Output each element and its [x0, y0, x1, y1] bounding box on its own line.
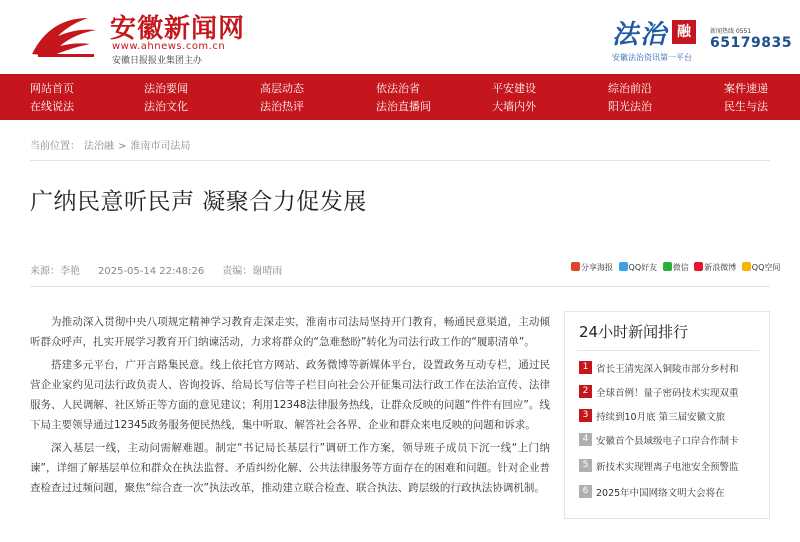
nav-item[interactable]: 阳光法治 [608, 100, 652, 113]
ranking-number: 3 [579, 409, 592, 422]
ranking-item[interactable] [579, 484, 759, 498]
ranking-headline: 持续到10月底 第三届安徽文旅 [596, 411, 726, 422]
weibo-icon [694, 262, 703, 271]
share-bar [568, 262, 780, 276]
breadcrumb-link-huainan[interactable]: 淮南市司法局 [130, 141, 191, 152]
nav-item[interactable]: 平安建设 [492, 82, 536, 95]
article-time: 2025-05-14 22:48:26 [98, 266, 205, 277]
nav-item[interactable]: 法治要闻 [144, 82, 188, 95]
article-paragraph: 搭建多元平台，广开言路集民意。线上依托官方网站、政务微博等新媒体平台，设置政务互动专栏，通过民营企业家约见司法行政负责人、咨询投诉、给局长写信等子栏目向社会公开征集司法行政工作在法治宣传、法律服务、人民调解、社区矫正等方面的意见建议；利用12348法律服务热线，让群众反映的问题“件件有回应”。线下局主要领导通过12345政务服务便民热线，集中听取、解答社会各界、企业和群众来电反映的问题和诉求。 [30, 359, 550, 431]
logo-url: www.ahnews.com.cn [112, 41, 226, 52]
breadcrumb-link-fazhirong[interactable]: 法治融 [84, 141, 114, 152]
qzone-icon [742, 262, 751, 271]
nav-item[interactable]: 在线说法 [30, 100, 74, 113]
share-label: 微信 [672, 263, 689, 272]
ranking-number: 6 [579, 485, 592, 498]
news-ranking-panel [564, 311, 770, 519]
poster-icon [571, 262, 580, 271]
nav-item[interactable]: 网站首页 [30, 82, 74, 95]
ranking-item[interactable] [579, 432, 759, 446]
ranking-number: 1 [579, 361, 592, 374]
share-qq-button[interactable] [619, 262, 658, 273]
breadcrumb [30, 137, 194, 152]
ranking-item[interactable] [579, 384, 759, 398]
share-label: 新浪微博 [704, 263, 737, 272]
wechat-icon [663, 262, 672, 271]
ranking-headline: 2025年中国网络文明大会将在 [596, 487, 725, 498]
share-label: 分享海报 [581, 263, 613, 272]
main-nav [0, 74, 800, 120]
ranking-number: 5 [579, 459, 592, 472]
hotline [710, 26, 792, 51]
article-editor: 责编：谢晴雨 [222, 266, 283, 277]
fazhi-title: 法治 [612, 20, 669, 50]
divider [30, 286, 770, 287]
nav-item[interactable]: 法治热评 [260, 100, 304, 113]
article-paragraph: 为推动深入贯彻中央八项规定精神学习教育走深走实，淮南市司法局坚持开门教育，畅通民意渠道，主动倾听群众呼声，扎实开展学习教育开门纳谏活动，力求将群众的“急难愁盼”转化为司法行政工作的“履职清单”。 [30, 316, 550, 348]
share-label: QQ好友 [628, 263, 658, 272]
article-meta [30, 262, 300, 277]
ranking-title: 24小时新闻排行 [579, 323, 689, 341]
logo-title: 安徽新闻网 [110, 14, 246, 44]
divider [30, 160, 770, 161]
logo-subtitle: 安徽日报报业集团主办 [112, 56, 203, 66]
hotline-label: 新闻热线 0551 [710, 28, 752, 35]
nav-item[interactable]: 法治文化 [144, 100, 188, 113]
logo-mark-icon [30, 14, 102, 58]
share-qzone-button[interactable] [742, 262, 781, 273]
share-poster-button[interactable] [571, 262, 613, 273]
breadcrumb-separator: > [118, 141, 127, 152]
site-logo[interactable] [30, 8, 250, 64]
fazhi-subtitle: 安徽法治资讯第一平台 [612, 53, 692, 62]
ranking-headline: 新技术实现锂离子电池安全预警监 [596, 461, 739, 472]
fazhi-rong-logo[interactable] [612, 14, 702, 64]
ranking-item[interactable] [579, 408, 759, 422]
ranking-headline: 全球首例！量子密码技术实现双重 [596, 387, 739, 398]
ranking-number: 4 [579, 433, 592, 446]
nav-item[interactable]: 法治直播间 [376, 100, 431, 113]
breadcrumb-prefix: 当前位置： [30, 141, 80, 152]
nav-item[interactable]: 民生与法 [724, 100, 768, 113]
hotline-number: 65179835 [710, 35, 792, 51]
qq-icon [619, 262, 628, 271]
nav-item[interactable]: 高层动态 [260, 82, 304, 95]
share-wechat-button[interactable] [663, 262, 689, 273]
article-body [30, 312, 550, 501]
ranking-headline: 省长王清宪深入铜陵市部分乡村和 [596, 363, 739, 374]
share-weibo-button[interactable] [694, 262, 736, 273]
ranking-number: 2 [579, 385, 592, 398]
divider [577, 350, 759, 351]
article-title: 广纳民意听民声 凝聚合力促发展 [30, 189, 367, 215]
share-label: QQ空间 [751, 263, 781, 272]
nav-item[interactable]: 大墙内外 [492, 100, 536, 113]
ranking-item[interactable] [579, 458, 759, 472]
nav-item[interactable]: 依法治省 [376, 82, 420, 95]
ranking-headline: 安徽首个县域级电子口岸合作制卡 [596, 435, 739, 446]
article-source: 来源：李艳 [30, 266, 80, 277]
nav-item[interactable]: 综治前沿 [608, 82, 652, 95]
ranking-item[interactable] [579, 360, 759, 374]
fazhi-rong-badge: 融 [672, 20, 696, 44]
nav-item[interactable]: 案件速递 [724, 82, 768, 95]
site-header [0, 0, 800, 74]
article-paragraph: 深入基层一线，主动问需解难题。制定“书记局长基层行”调研工作方案，领导班子成员下沉一线“上门纳谏”，详细了解基层单位和群众在执法监督、矛盾纠纷化解、公共法律服务等方面存在的困难和问题。针对企业普查检查过过频问题，聚焦“综合查一次”执法改革，推动建立联合检查、联合执法、跨层级的行政执法协调机制。 [30, 442, 550, 494]
